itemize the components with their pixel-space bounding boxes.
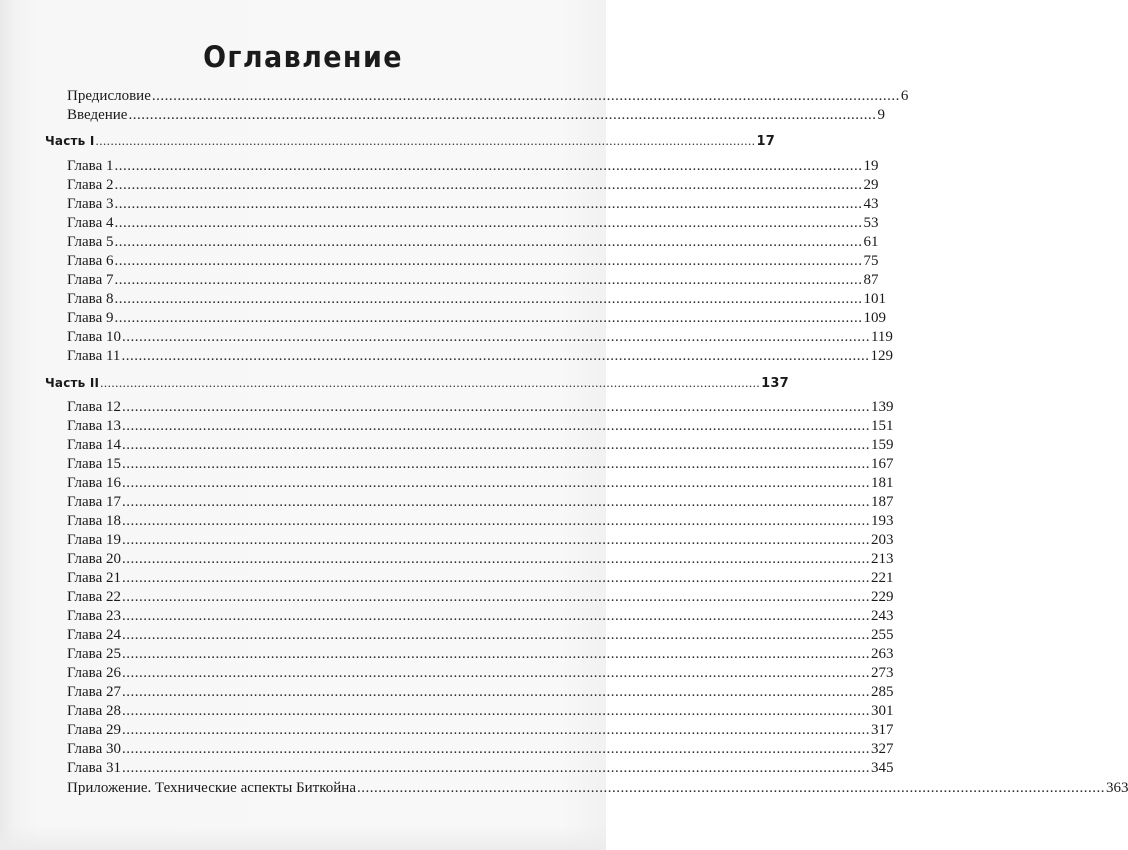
- toc-page-number: 345: [870, 760, 894, 776]
- toc-entry-label: Часть II: [45, 376, 100, 390]
- toc-entry: [67, 740, 894, 759]
- dot-leader: ................................................................................................................................................................................: [121, 532, 870, 548]
- toc-page-number: 139: [870, 399, 894, 415]
- dot-leader: ................................................................................................................................................................................: [121, 627, 870, 643]
- toc-entry-label: Предисловие: [67, 88, 151, 104]
- toc-page-number: 29: [863, 177, 879, 193]
- toc-entry: [67, 779, 1128, 798]
- dot-leader: ................................................................................................................................................................................: [114, 196, 863, 212]
- dot-leader: ................................................................................................................................................................................: [121, 551, 870, 567]
- toc-entry-label: Глава 15: [67, 456, 121, 472]
- toc-entry-label: Введение: [67, 107, 128, 123]
- toc-page-number: 17: [756, 134, 775, 149]
- toc-page-number: 6: [900, 88, 909, 104]
- toc-entry-label: Глава 11: [67, 348, 121, 364]
- toc-page-number: 255: [870, 627, 894, 643]
- toc-entry-label: Глава 26: [67, 665, 121, 681]
- toc-entry-label: Глава 19: [67, 532, 121, 548]
- dot-leader: ................................................................................................................................................................................: [121, 665, 870, 681]
- toc-entry-label: Часть I: [45, 134, 95, 148]
- toc-page-number: 167: [870, 456, 894, 472]
- toc-entry: [67, 683, 894, 702]
- dot-leader: ................................................................................................................................................................................: [121, 475, 870, 491]
- toc-entry: [67, 607, 894, 626]
- toc-page-number: 229: [870, 589, 894, 605]
- toc-entry: [67, 626, 894, 645]
- toc-entry-label: Глава 12: [67, 399, 121, 415]
- toc-entry: [67, 347, 893, 366]
- toc-entry-label: Глава 22: [67, 589, 121, 605]
- toc-page-number: 119: [870, 329, 893, 345]
- toc-page-number: 159: [870, 437, 894, 453]
- toc-entry: [67, 87, 909, 106]
- toc-entry: [67, 569, 894, 588]
- toc-entry-label: Глава 31: [67, 760, 121, 776]
- toc-part-heading: [45, 373, 789, 392]
- toc-page-number: 187: [870, 494, 894, 510]
- dot-leader: ................................................................................................................................................................................: [121, 646, 870, 662]
- dot-leader: ................................................................................................................................................................................: [121, 570, 870, 586]
- toc-entry: [67, 702, 894, 721]
- toc-part-heading: [45, 131, 775, 150]
- toc-entry-label: Глава 18: [67, 513, 121, 529]
- dot-leader: ................................................................................................................................................................................: [121, 589, 870, 605]
- toc-entry: [67, 436, 894, 455]
- dot-leader: ................................................................................................................................................................................: [114, 253, 863, 269]
- dot-leader: ................................................................................................................................................................................: [121, 722, 870, 738]
- toc-page-number: 221: [870, 570, 894, 586]
- toc-entry-label: Глава 5: [67, 234, 114, 250]
- toc-page-number: 87: [863, 272, 879, 288]
- dot-leader: ................................................................................................................................................................................: [114, 310, 863, 326]
- dot-leader: ................................................................................................................................................................................: [121, 418, 870, 434]
- toc-entry: [67, 214, 879, 233]
- dot-leader: ................................................................................................................................................................................: [121, 399, 870, 415]
- dot-leader: ................................................................................................................................................................................: [121, 437, 870, 453]
- toc-entry: [67, 252, 879, 271]
- toc-page-number: 273: [870, 665, 894, 681]
- toc-entry-label: Глава 10: [67, 329, 121, 345]
- toc-page-number: 213: [870, 551, 894, 567]
- toc-entry: [67, 512, 894, 531]
- dot-leader: ................................................................................................................................................................................: [121, 741, 870, 757]
- dot-leader: ................................................................................................................................................................................: [121, 684, 870, 700]
- toc-entry: [67, 550, 894, 569]
- toc-entry: [67, 271, 879, 290]
- toc-entry-label: Глава 13: [67, 418, 121, 434]
- toc-entry: [67, 195, 879, 214]
- toc-entry-label: Глава 29: [67, 722, 121, 738]
- toc-page-number: 129: [870, 348, 893, 364]
- toc-page-number: 109: [863, 310, 886, 326]
- toc-page-number: 193: [870, 513, 894, 529]
- page-title: Оглавление: [203, 40, 403, 74]
- toc-entry-label: Глава 25: [67, 646, 121, 662]
- toc-entry: [67, 157, 879, 176]
- toc-entry: [67, 290, 886, 309]
- dot-leader: ................................................................................................................................................................................: [121, 760, 870, 776]
- dot-leader: ................................................................................................................................................................................: [114, 234, 863, 250]
- toc-entry-label: Глава 27: [67, 684, 121, 700]
- toc-entry: [67, 645, 894, 664]
- toc-entry-label: Глава 24: [67, 627, 121, 643]
- dot-leader: ................................................................................................................................................................................: [121, 608, 870, 624]
- dot-leader: ................................................................................................................................................................................: [356, 780, 1105, 796]
- toc-entry-label: Глава 9: [67, 310, 114, 326]
- toc-page-number: 285: [870, 684, 894, 700]
- toc-entry: [67, 455, 894, 474]
- toc-entry-label: Глава 6: [67, 253, 114, 269]
- toc-entry: [67, 664, 894, 683]
- toc-page-number: 263: [870, 646, 894, 662]
- toc-page-number: 61: [863, 234, 879, 250]
- toc-entry-label: Глава 4: [67, 215, 114, 231]
- toc-page-number: 243: [870, 608, 894, 624]
- toc-page-number: 75: [863, 253, 879, 269]
- toc-entry-label: Глава 21: [67, 570, 121, 586]
- dot-leader: ................................................................................................................................................................................: [100, 375, 761, 390]
- toc-entry-label: Глава 8: [67, 291, 114, 307]
- toc-page-number: 203: [870, 532, 894, 548]
- dot-leader: ................................................................................................................................................................................: [114, 215, 863, 231]
- toc-page-number: 327: [870, 741, 894, 757]
- toc-entry-label: Глава 23: [67, 608, 121, 624]
- toc-page-number: 43: [863, 196, 879, 212]
- toc-page-number: 53: [863, 215, 879, 231]
- toc-entry: [67, 309, 886, 328]
- toc-entry: [67, 474, 894, 493]
- toc-page-number: 9: [877, 107, 885, 123]
- toc-entry-label: Глава 14: [67, 437, 121, 453]
- dot-leader: ................................................................................................................................................................................: [121, 494, 870, 510]
- toc-entry-label: Приложение. Технические аспекты Биткойна: [67, 780, 356, 796]
- toc-entry-label: Глава 2: [67, 177, 114, 193]
- toc-entry: [67, 721, 894, 740]
- toc-entry-label: Глава 7: [67, 272, 114, 288]
- toc-entry: [67, 233, 879, 252]
- toc-entry: [67, 531, 894, 550]
- dot-leader: ................................................................................................................................................................................: [128, 107, 877, 123]
- toc-entry-label: Глава 3: [67, 196, 114, 212]
- toc-page-number: 151: [870, 418, 894, 434]
- toc-entry: [67, 588, 894, 607]
- toc-page-number: 363: [1105, 780, 1128, 796]
- dot-leader: ................................................................................................................................................................................: [114, 272, 863, 288]
- dot-leader: ................................................................................................................................................................................: [151, 88, 900, 104]
- toc-page-number: 301: [870, 703, 894, 719]
- dot-leader: ................................................................................................................................................................................: [114, 177, 863, 193]
- toc-entry-label: Глава 28: [67, 703, 121, 719]
- toc-entry: [67, 759, 894, 778]
- toc-entry: [67, 328, 893, 347]
- toc-page-number: 317: [870, 722, 894, 738]
- dot-leader: ................................................................................................................................................................................: [121, 329, 870, 345]
- toc-entry: [67, 493, 894, 512]
- toc-entry: [67, 417, 894, 436]
- dot-leader: ................................................................................................................................................................................: [95, 133, 756, 148]
- toc-entry-label: Глава 20: [67, 551, 121, 567]
- toc-entry-label: Глава 17: [67, 494, 121, 510]
- toc-entry-label: Глава 1: [67, 158, 114, 174]
- toc-entry-label: Глава 30: [67, 741, 121, 757]
- toc-page-number: 181: [870, 475, 894, 491]
- toc-entry: [67, 398, 894, 417]
- dot-leader: ................................................................................................................................................................................: [114, 291, 863, 307]
- dot-leader: ................................................................................................................................................................................: [114, 158, 863, 174]
- toc-entry: [67, 176, 879, 195]
- toc-entry: [67, 106, 885, 125]
- toc-page-number: 101: [863, 291, 886, 307]
- dot-leader: ................................................................................................................................................................................: [121, 513, 870, 529]
- dot-leader: ................................................................................................................................................................................: [121, 703, 870, 719]
- toc-page-number: 137: [761, 376, 789, 391]
- dot-leader: ................................................................................................................................................................................: [121, 348, 870, 364]
- toc-page-number: 19: [863, 158, 879, 174]
- dot-leader: ................................................................................................................................................................................: [121, 456, 870, 472]
- toc-entry-label: Глава 16: [67, 475, 121, 491]
